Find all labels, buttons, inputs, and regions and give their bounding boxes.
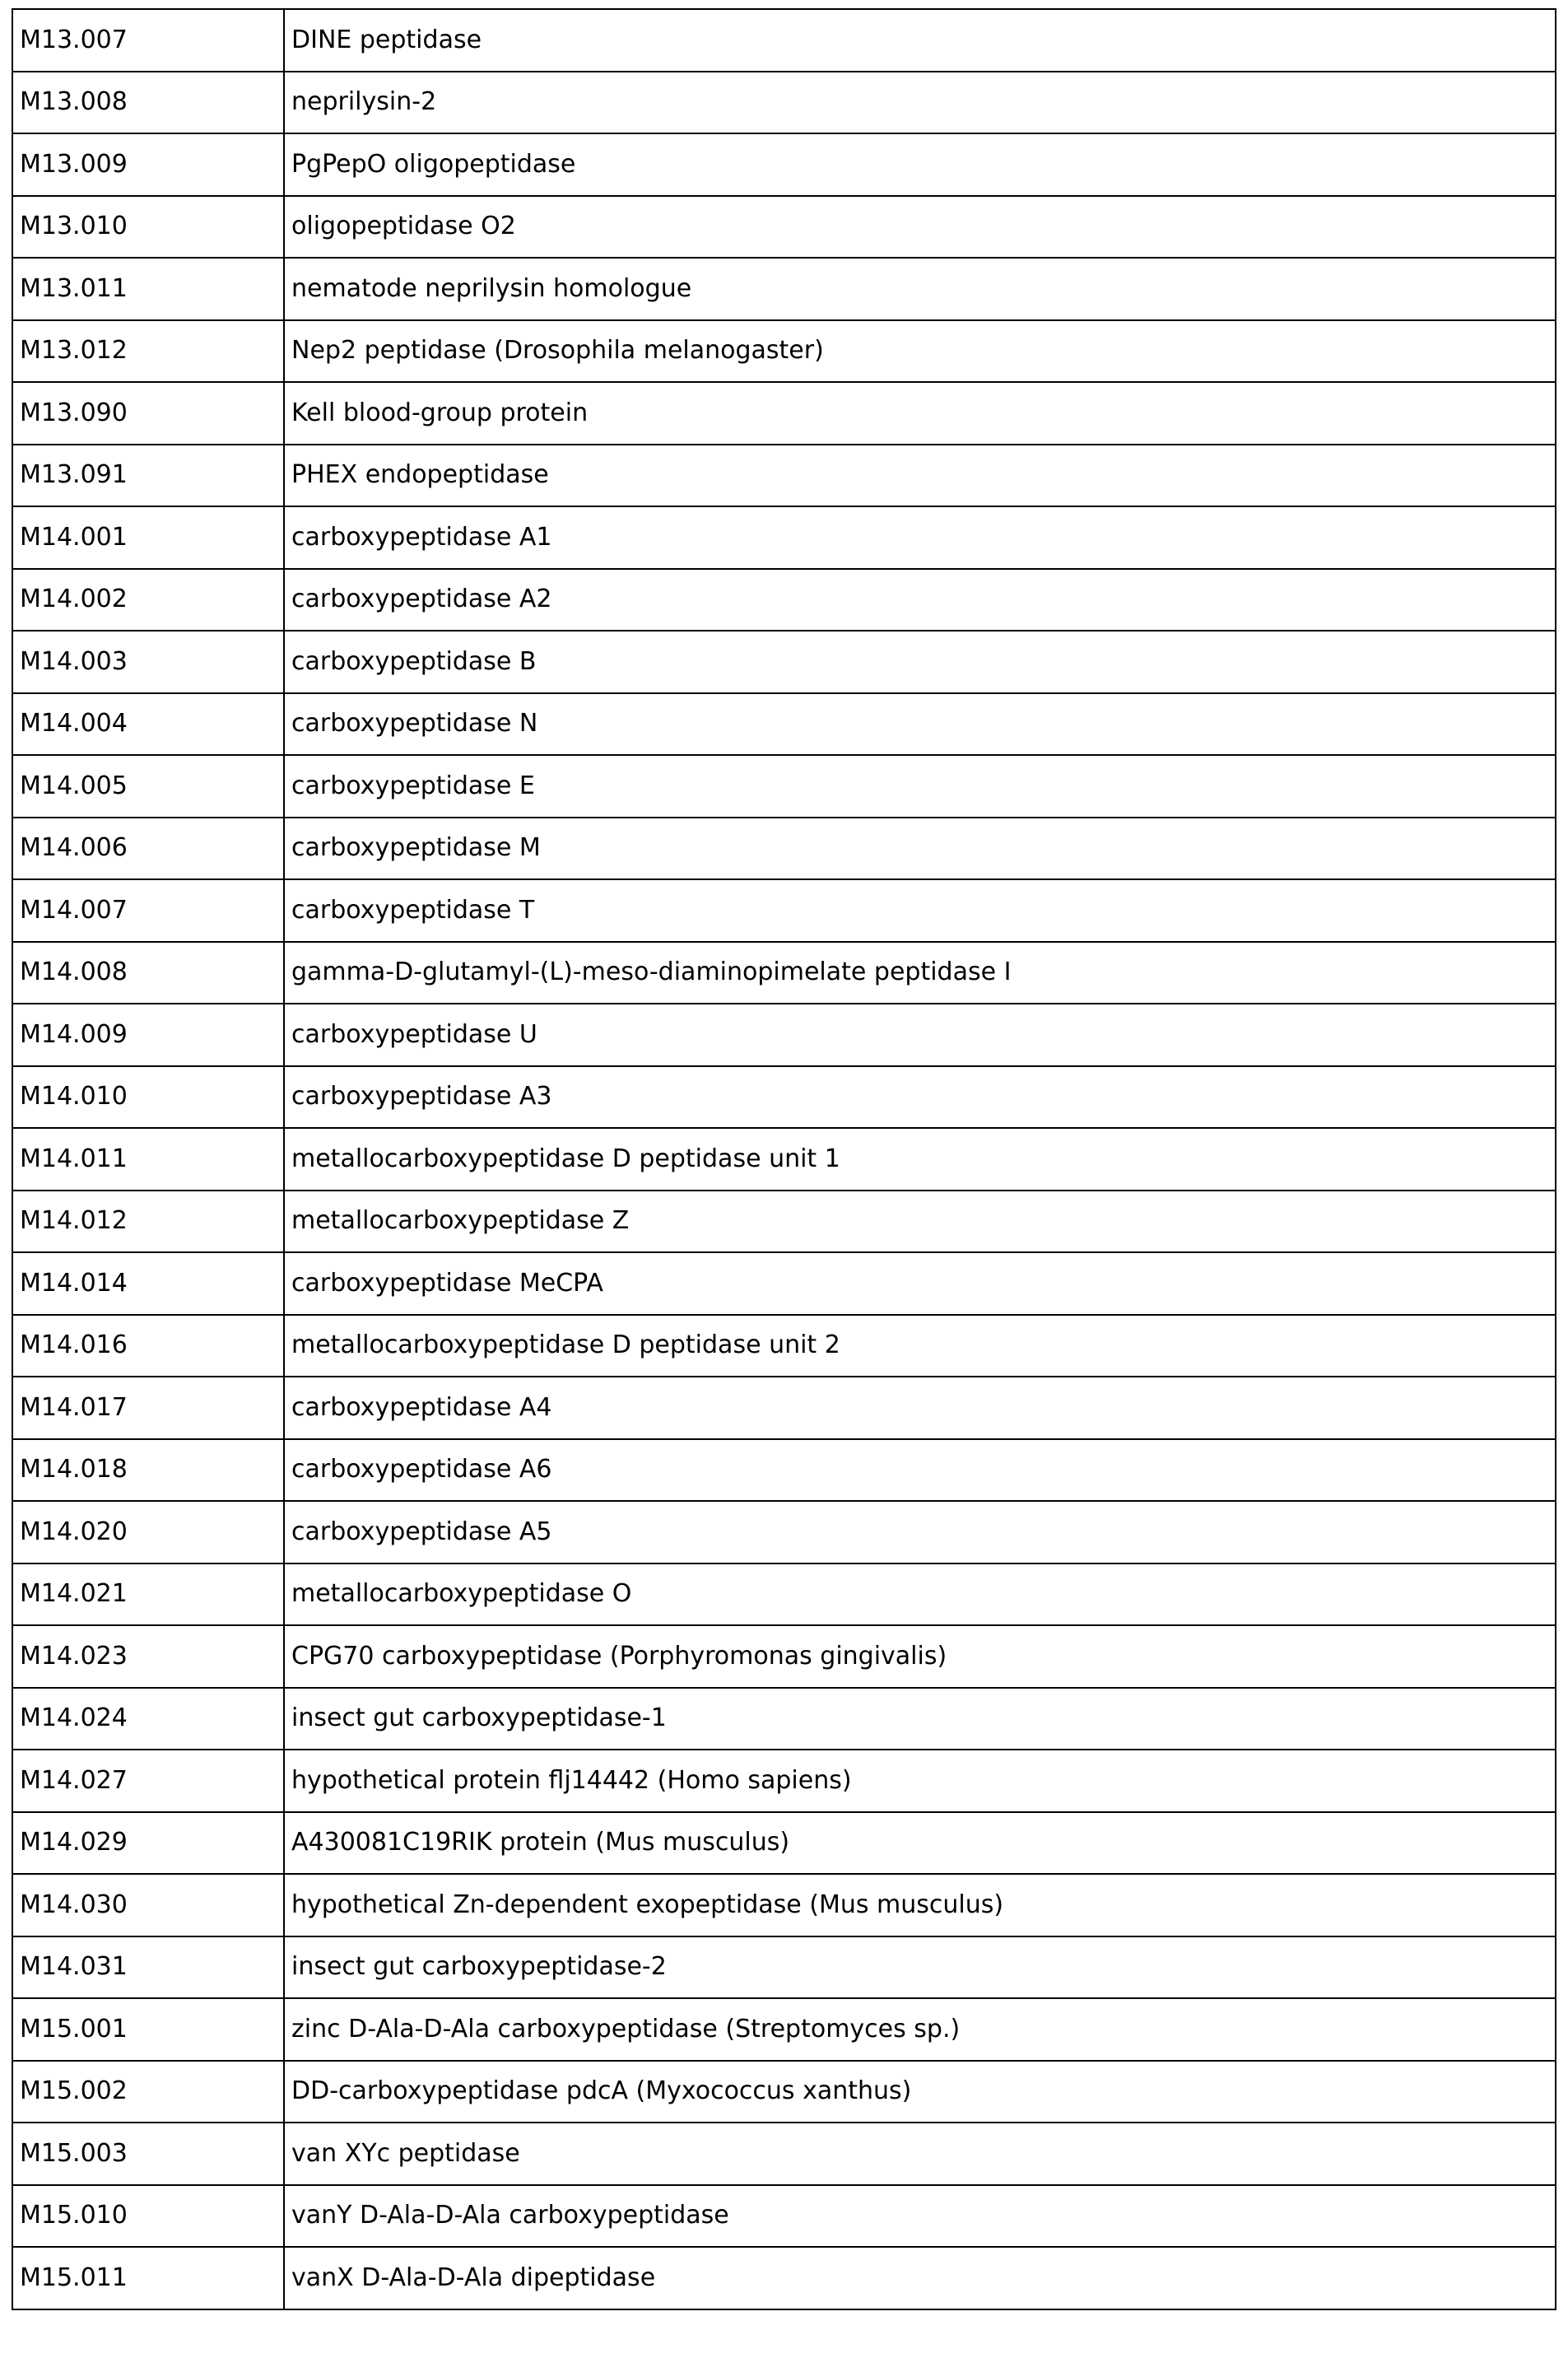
peptidase-identifier-cell: M13.007 (12, 9, 284, 72)
peptidase-name-cell: carboxypeptidase MeCPA (284, 1252, 1556, 1315)
peptidase-identifier-cell: M14.009 (12, 1004, 284, 1066)
peptidase-identifier-cell: M14.003 (12, 631, 284, 693)
table-row (12, 1563, 1556, 1626)
peptidase-name-cell: A430081C19RIK protein (Mus musculus) (284, 1812, 1556, 1875)
peptidase-name-cell: zinc D-Ala-D-Ala carboxypeptidase (Streptomyces sp.) (284, 1998, 1556, 2061)
table-row (12, 1812, 1556, 1875)
peptidase-identifier-cell: M14.016 (12, 1315, 284, 1377)
peptidase-name-cell: carboxypeptidase N (284, 693, 1556, 756)
peptidase-identifier-cell: M14.021 (12, 1563, 284, 1626)
peptidase-identifier-cell: M14.030 (12, 1874, 284, 1936)
table-row (12, 2247, 1556, 2309)
peptidase-identifier-cell: M13.011 (12, 258, 284, 320)
peptidase-identifier-cell: M14.014 (12, 1252, 284, 1315)
peptidase-identifier-cell: M13.090 (12, 382, 284, 445)
table-row (12, 569, 1556, 631)
peptidase-identifier-cell: M14.011 (12, 1128, 284, 1191)
peptidase-name-cell: carboxypeptidase A2 (284, 569, 1556, 631)
peptidase-identifier-cell: M14.006 (12, 818, 284, 880)
peptidase-name-cell: PgPepO oligopeptidase (284, 133, 1556, 196)
table-row (12, 693, 1556, 756)
peptidase-identifier-cell: M14.012 (12, 1191, 284, 1253)
table-row (12, 879, 1556, 942)
table-row (12, 196, 1556, 259)
table-row (12, 1315, 1556, 1377)
peptidase-table (12, 8, 1556, 2310)
peptidase-name-cell: carboxypeptidase A6 (284, 1439, 1556, 1502)
table-row (12, 1066, 1556, 1129)
peptidase-identifier-cell: M14.001 (12, 506, 284, 569)
table-row (12, 258, 1556, 320)
table-row (12, 1625, 1556, 1688)
peptidase-name-cell: insect gut carboxypeptidase-1 (284, 1688, 1556, 1750)
peptidase-name-cell: carboxypeptidase U (284, 1004, 1556, 1066)
table-row (12, 1501, 1556, 1563)
table-row (12, 1191, 1556, 1253)
peptidase-name-cell: carboxypeptidase E (284, 755, 1556, 818)
peptidase-identifier-cell: M14.008 (12, 942, 284, 1004)
table-row (12, 445, 1556, 507)
peptidase-identifier-cell: M14.018 (12, 1439, 284, 1502)
peptidase-identifier-cell: M15.003 (12, 2123, 284, 2185)
peptidase-name-cell: carboxypeptidase A1 (284, 506, 1556, 569)
peptidase-name-cell: metallocarboxypeptidase O (284, 1563, 1556, 1626)
table-row (12, 9, 1556, 72)
peptidase-name-cell: DINE peptidase (284, 9, 1556, 72)
table-row (12, 1750, 1556, 1812)
table-row (12, 1004, 1556, 1066)
peptidase-name-cell: Nep2 peptidase (Drosophila melanogaster) (284, 320, 1556, 383)
peptidase-name-cell: carboxypeptidase T (284, 879, 1556, 942)
peptidase-name-cell: metallocarboxypeptidase D peptidase unit 1 (284, 1128, 1556, 1191)
table-body (12, 9, 1556, 2309)
peptidase-name-cell: carboxypeptidase A3 (284, 1066, 1556, 1129)
peptidase-name-cell: van XYc peptidase (284, 2123, 1556, 2185)
table-row (12, 72, 1556, 134)
table-row (12, 506, 1556, 569)
peptidase-name-cell: DD-carboxypeptidase pdcA (Myxococcus xanthus) (284, 2061, 1556, 2123)
peptidase-identifier-cell: M15.002 (12, 2061, 284, 2123)
peptidase-name-cell: nematode neprilysin homologue (284, 258, 1556, 320)
peptidase-identifier-cell: M14.029 (12, 1812, 284, 1875)
peptidase-name-cell: carboxypeptidase B (284, 631, 1556, 693)
peptidase-identifier-cell: M13.008 (12, 72, 284, 134)
peptidase-identifier-cell: M14.007 (12, 879, 284, 942)
peptidase-identifier-cell: M14.023 (12, 1625, 284, 1688)
table-row (12, 1439, 1556, 1502)
peptidase-name-cell: vanX D-Ala-D-Ala dipeptidase (284, 2247, 1556, 2309)
peptidase-name-cell: carboxypeptidase A5 (284, 1501, 1556, 1563)
peptidase-name-cell: hypothetical protein flj14442 (Homo sapiens) (284, 1750, 1556, 1812)
peptidase-identifier-cell: M14.010 (12, 1066, 284, 1129)
table-row (12, 1128, 1556, 1191)
peptidase-name-cell: metallocarboxypeptidase Z (284, 1191, 1556, 1253)
table-row (12, 320, 1556, 383)
peptidase-identifier-cell: M14.005 (12, 755, 284, 818)
peptidase-identifier-cell: M14.004 (12, 693, 284, 756)
peptidase-identifier-cell: M15.011 (12, 2247, 284, 2309)
peptidase-name-cell: vanY D-Ala-D-Ala carboxypeptidase (284, 2185, 1556, 2248)
peptidase-identifier-cell: M14.027 (12, 1750, 284, 1812)
peptidase-identifier-cell: M14.031 (12, 1936, 284, 1999)
table-row (12, 133, 1556, 196)
table-row (12, 1252, 1556, 1315)
peptidase-name-cell: CPG70 carboxypeptidase (Porphyromonas gingivalis) (284, 1625, 1556, 1688)
table-row (12, 755, 1556, 818)
table-row (12, 1936, 1556, 1999)
peptidase-name-cell: insect gut carboxypeptidase-2 (284, 1936, 1556, 1999)
table-row (12, 2123, 1556, 2185)
peptidase-identifier-cell: M15.001 (12, 1998, 284, 2061)
peptidase-identifier-cell: M15.010 (12, 2185, 284, 2248)
table-row (12, 942, 1556, 1004)
table-row (12, 2061, 1556, 2123)
table-row (12, 1874, 1556, 1936)
peptidase-identifier-cell: M14.024 (12, 1688, 284, 1750)
peptidase-identifier-cell: M13.012 (12, 320, 284, 383)
table-row (12, 818, 1556, 880)
peptidase-name-cell: oligopeptidase O2 (284, 196, 1556, 259)
peptidase-name-cell: hypothetical Zn-dependent exopeptidase (Mus musculus) (284, 1874, 1556, 1936)
peptidase-identifier-cell: M13.010 (12, 196, 284, 259)
peptidase-identifier-cell: M14.002 (12, 569, 284, 631)
peptidase-name-cell: neprilysin-2 (284, 72, 1556, 134)
table-row (12, 1688, 1556, 1750)
peptidase-name-cell: metallocarboxypeptidase D peptidase unit 2 (284, 1315, 1556, 1377)
peptidase-name-cell: Kell blood-group protein (284, 382, 1556, 445)
table-row (12, 2185, 1556, 2248)
table-row (12, 631, 1556, 693)
peptidase-identifier-cell: M14.020 (12, 1501, 284, 1563)
table-row (12, 1998, 1556, 2061)
table-row (12, 1377, 1556, 1439)
peptidase-name-cell: gamma-D-glutamyl-(L)-meso-diaminopimelate peptidase I (284, 942, 1556, 1004)
peptidase-name-cell: carboxypeptidase M (284, 818, 1556, 880)
peptidase-name-cell: PHEX endopeptidase (284, 445, 1556, 507)
peptidase-identifier-cell: M14.017 (12, 1377, 284, 1439)
peptidase-identifier-cell: M13.009 (12, 133, 284, 196)
peptidase-identifier-cell: M13.091 (12, 445, 284, 507)
peptidase-name-cell: carboxypeptidase A4 (284, 1377, 1556, 1439)
table-row (12, 382, 1556, 445)
